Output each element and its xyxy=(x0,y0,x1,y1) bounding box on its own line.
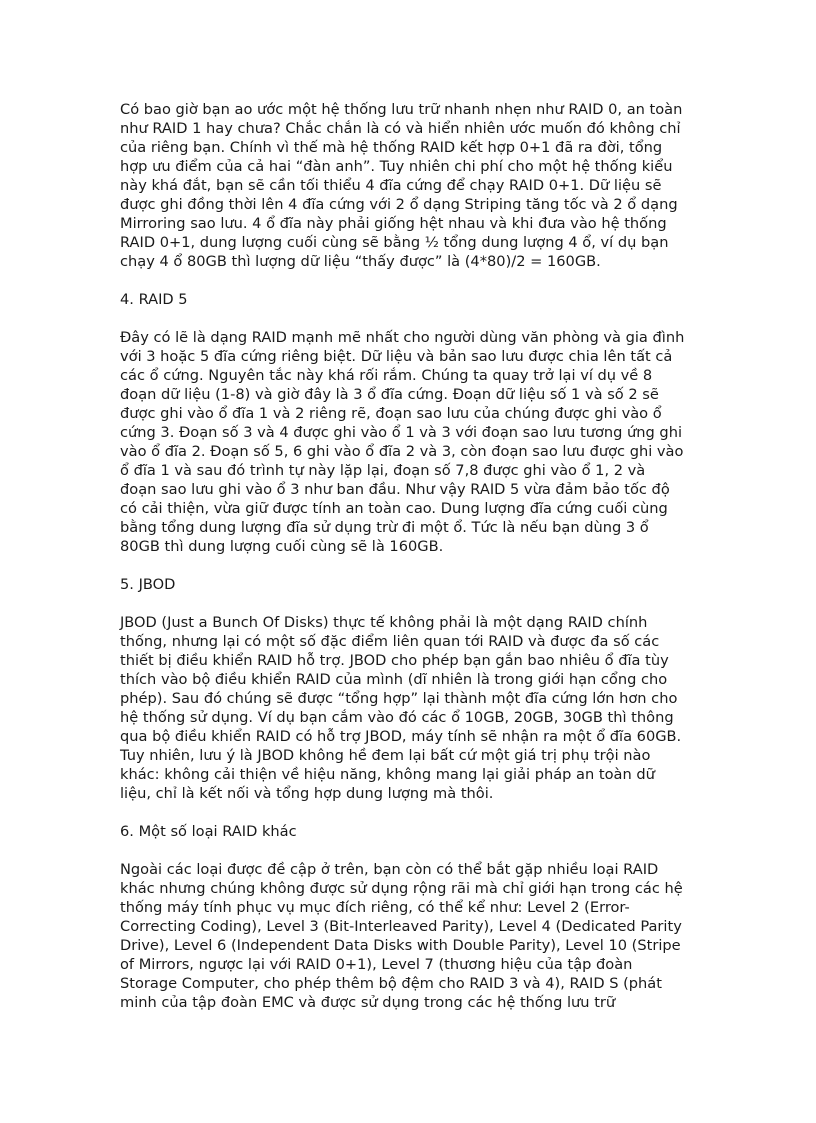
intro-paragraph: Có bao giờ bạn ao ước một hệ thống lưu trữ nhanh nhẹn như RAID 0, an toàn như RAID 1 hay chưa? Chắc chắn là có và hiển nhiên ước muốn đó không chỉ của riêng bạn. Chính vì thế mà hệ thống RAID kết hợp 0+1 đã ra đời, tổng hợp ưu điểm của cả hai “đàn anh”. Tuy nhiên chi phí cho một hệ thống kiểu này khá đắt, bạn sẽ cần tối thiểu 4 đĩa cứng để chạy RAID 0+1. Dữ liệu sẽ được ghi đồng thời lên 4 đĩa cứng với 2 ổ dạng Striping tăng tốc và 2 ổ dạng Mirroring sao lưu. 4 ổ đĩa này phải giống hệt nhau và khi đưa vào hệ thống RAID 0+1, dung lượng cuối cùng sẽ bằng ½ tổng dung lượng 4 ổ, ví dụ bạn chạy 4 ổ 80GB thì lượng dữ liệu “thấy được” là (4*80)/2 = 160GB. xyxy=(120,101,683,270)
document-page xyxy=(120,100,700,1031)
jbod-paragraph: JBOD (Just a Bunch Of Disks) thực tế không phải là một dạng RAID chính thống, nhưng lại có một số đặc điểm liên quan tới RAID và được đa số các thiết bị điều khiển RAID hỗ trợ. JBOD cho phép bạn gắn bao nhiêu ổ đĩa tùy thích vào bộ điều khiển RAID của mình (dĩ nhiên là trong giới hạn cổng cho phép). Sau đó chúng sẽ được “tổng hợp” lại thành một đĩa cứng lớn hơn cho hệ thống sử dụng. Ví dụ bạn cắm vào đó các ổ 10GB, 20GB, 30GB thì thông qua bộ điều khiển RAID có hỗ trợ JBOD, máy tính sẽ nhận ra một ổ đĩa 60GB. Tuy nhiên, lưu ý là JBOD không hề đem lại bất cứ một giá trị phụ trội nào khác: không cải thiện về hiệu năng, không mang lại giải pháp an toàn dữ liệu, chỉ là kết nối và tổng hợp dung lượng mà thôi. xyxy=(120,614,682,802)
other-raid-paragraph: Ngoài các loại được đề cập ở trên, bạn còn có thể bắt gặp nhiều loại RAID khác nhưng chúng không được sử dụng rộng rãi mà chỉ giới hạn trong các hệ thống máy tính phục vụ mục đích riêng, có thể kể như: Level 2 (Error- Correcting Coding), Level 3 (Bit-Interleaved Parity), Level 4 (Dedicated Parity Drive), Level 6 (Independent Data Disks with Double Parity), Level 10 (Stripe of Mirrors, ngược lại với RAID 0+1), Level 7 (thương hiệu của tập đoàn Storage Computer, cho phép thêm bộ đệm cho RAID 3 và 4), RAID S (phát minh của tập đoàn EMC và được sử dụng trong các hệ thống lưu trữ xyxy=(120,861,683,1011)
raid5-heading: 4. RAID 5 xyxy=(120,291,188,308)
other-raid-heading: 6. Một số loại RAID khác xyxy=(120,823,297,840)
raid5-paragraph: Đây có lẽ là dạng RAID mạnh mẽ nhất cho người dùng văn phòng và gia đình với 3 hoặc 5 đĩa cứng riêng biệt. Dữ liệu và bản sao lưu được chia lên tất cả các ổ cứng. Nguyên tắc này khá rối rắm. Chúng ta quay trở lại ví dụ về 8 đoạn dữ liệu (1-8) và giờ đây là 3 ổ đĩa cứng. Đoạn dữ liệu số 1 và số 2 sẽ được ghi vào ổ đĩa 1 và 2 riêng rẽ, đoạn sao lưu của chúng được ghi vào ổ cứng 3. Đoạn số 3 và 4 được ghi vào ổ 1 và 3 với đoạn sao lưu tương ứng ghi vào ổ đĩa 2. Đoạn số 5, 6 ghi vào ổ đĩa 2 và 3, còn đoạn sao lưu được ghi vào ổ đĩa 1 và sau đó trình tự này lặp lại, đoạn số 7,8 được ghi vào ổ 1, 2 và đoạn sao lưu ghi vào ổ 3 như ban đầu. Như vậy RAID 5 vừa đảm bảo tốc độ có cải thiện, vừa giữ được tính an toàn cao. Dung lượng đĩa cứng cuối cùng bằng tổng dung lượng đĩa sử dụng trừ đi một ổ. Tức là nếu bạn dùng 3 ổ 80GB thì dung lượng cuối cùng sẽ là 160GB. xyxy=(120,329,685,555)
jbod-heading: 5. JBOD xyxy=(120,576,176,593)
